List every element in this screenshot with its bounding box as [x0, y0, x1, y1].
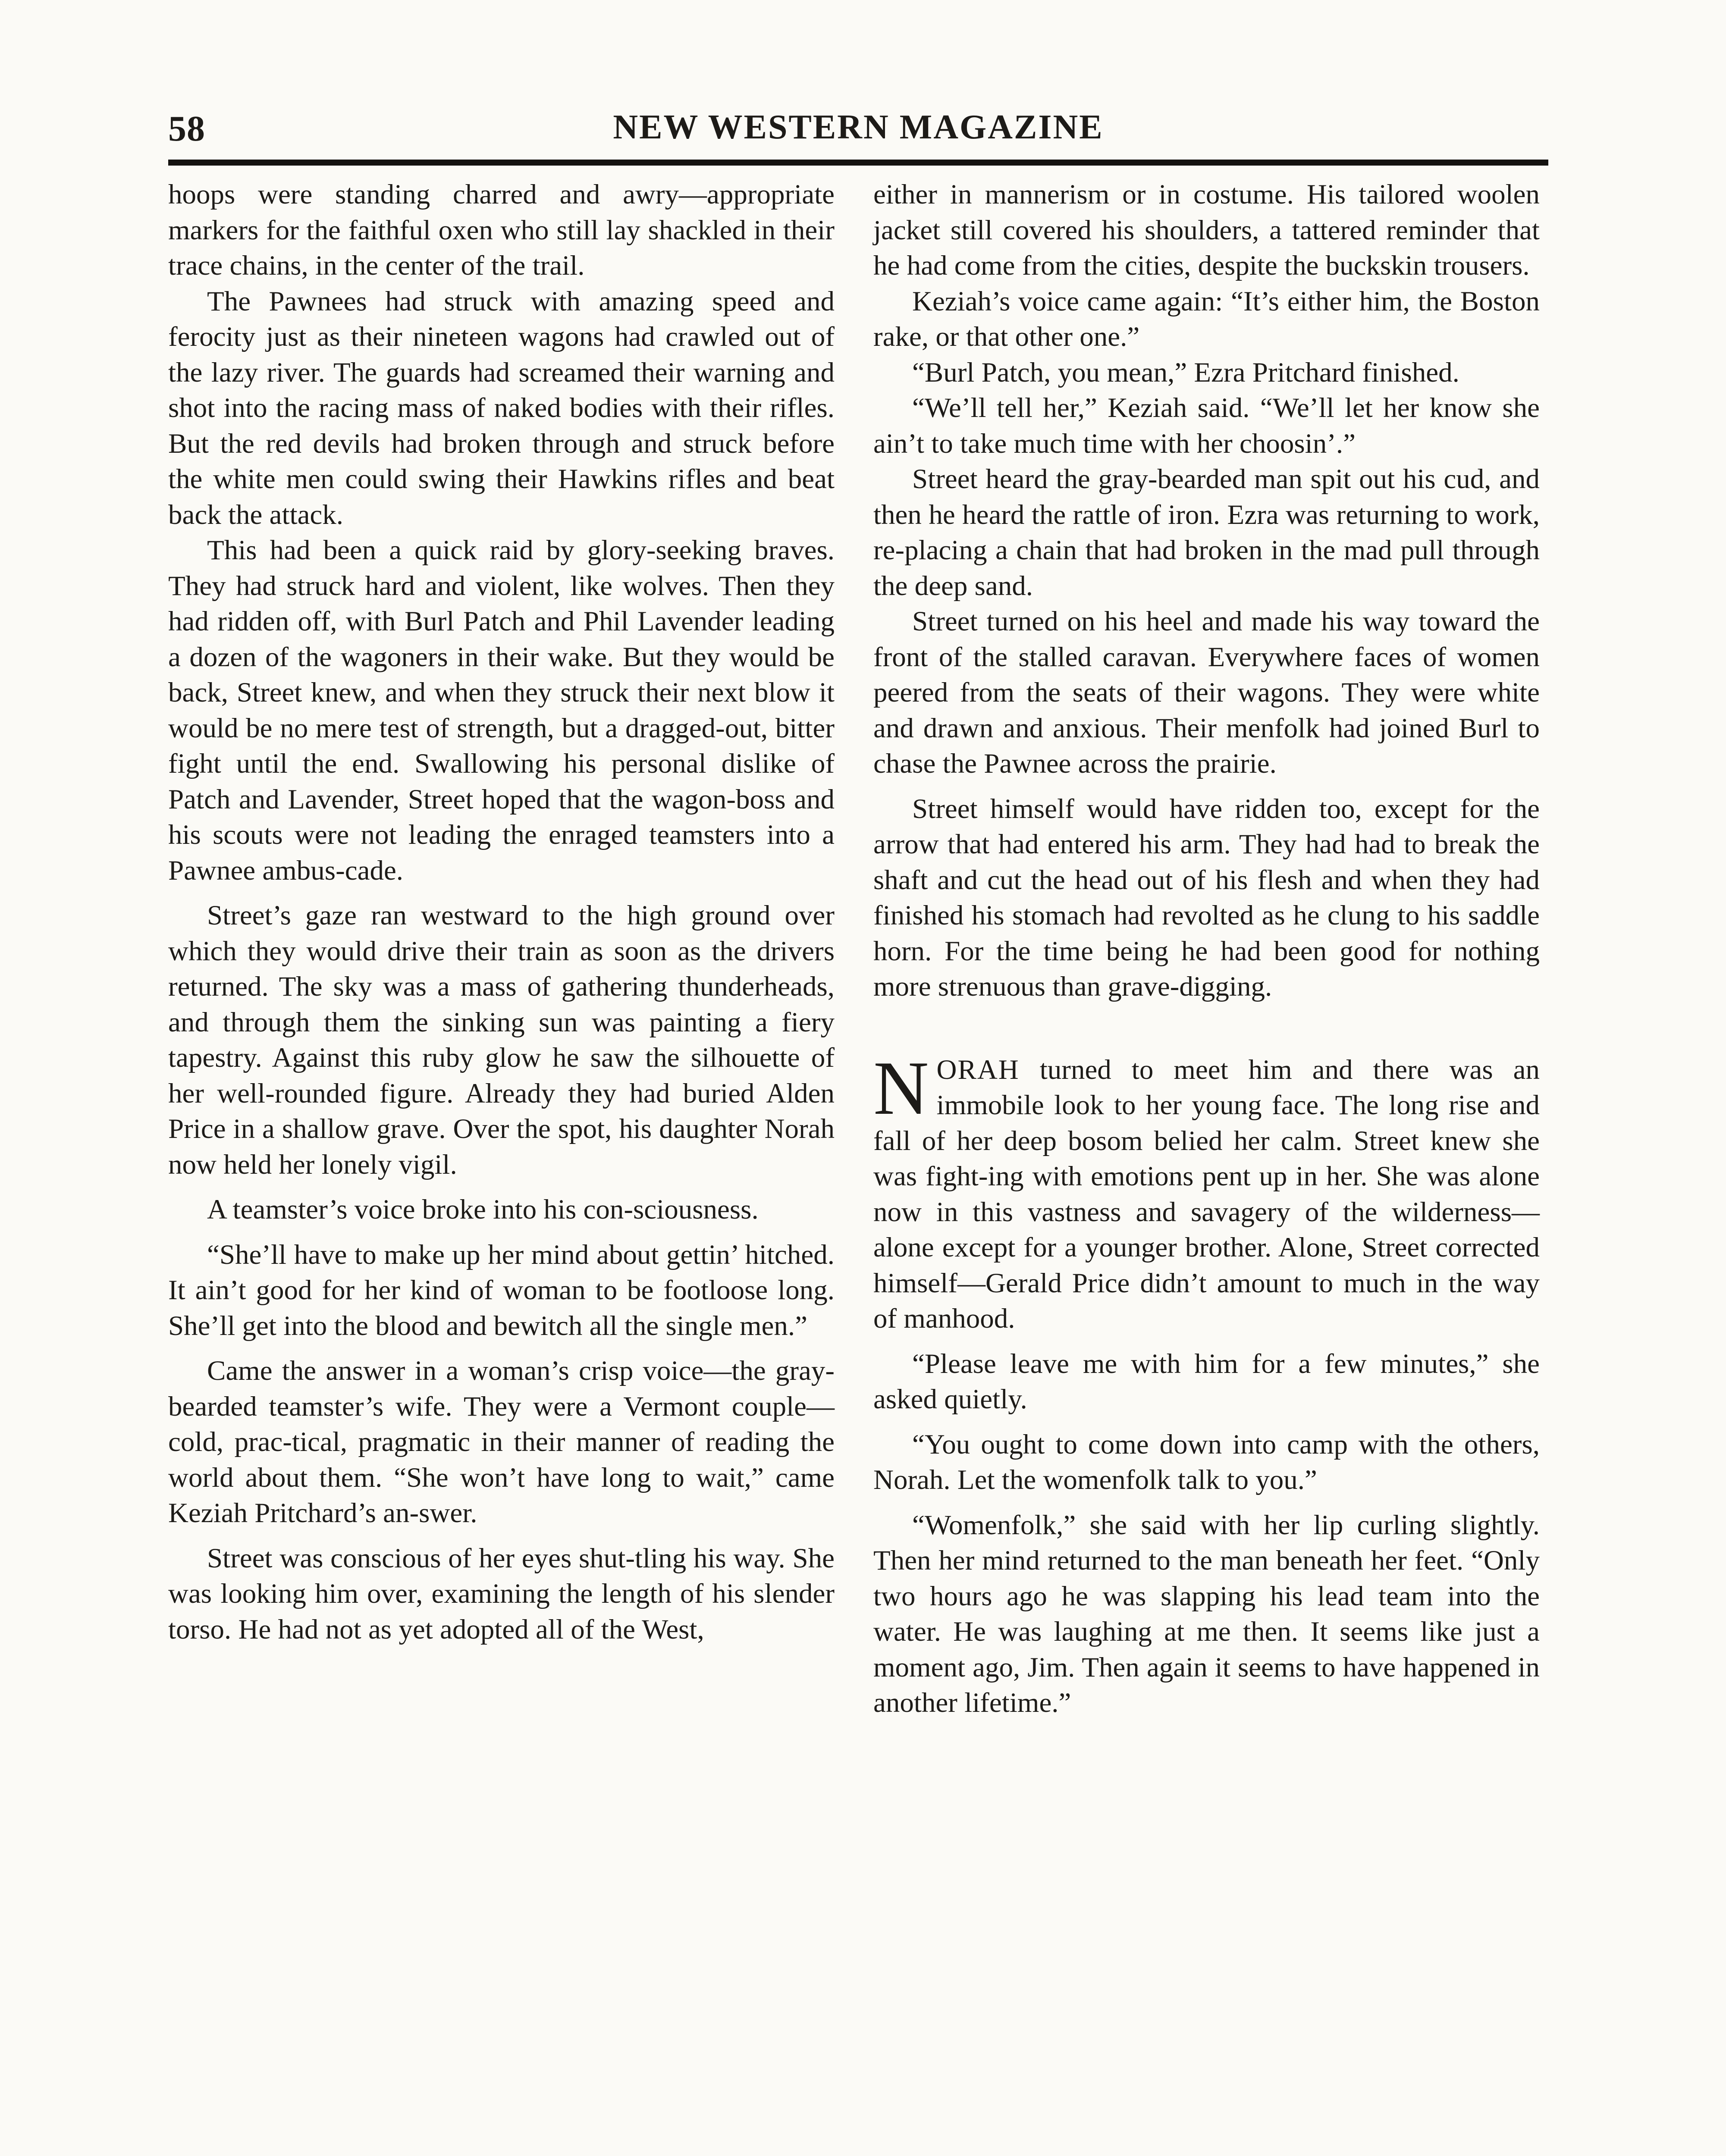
- paragraph: Street was conscious of her eyes shut-tling his way. She was looking him over, examining the length of his slender torso. He had not as yet adopted all of the West,: [168, 1542, 835, 1645]
- paragraph: Street heard the gray-bearded man spit out his cud, and then he heard the rattle of iron. Ezra was returning to work, re-placing a chain that had broken in the mad pull through the deep sand.: [873, 464, 1540, 602]
- paragraph: “Burl Patch, you mean,” Ezra Pritchard finished.: [912, 357, 1459, 388]
- section-break: [873, 1005, 1540, 1052]
- page-header: [168, 108, 1548, 160]
- paragraph: “You ought to come down into camp with the others, Norah. Let the womenfolk talk to you.”: [873, 1429, 1540, 1495]
- left-column: [168, 177, 835, 1647]
- paragraph: “Please leave me with him for a few minutes,” she asked quietly.: [873, 1348, 1540, 1415]
- paragraph: Street himself would have ridden too, except for the arrow that had entered his arm. They had had to break the shaft and cut the head out of his flesh and when they had finished his stomach had revolted as he clung to his saddle horn. For the time being he had been good for nothing more strenuous than grave-digging.: [873, 793, 1540, 1002]
- magazine-title: NEW WESTERN MAGAZINE: [613, 108, 1104, 146]
- opening-text: turned to meet him and there was an immobile look to her young face. The long rise and fall of her deep bosom belied her calm. Street knew she was fight-ing with emotions pent up in her. She was alone now in this vastness and savagery of the wilderness—alone except for a younger brother. Alone, Street corrected himself—Gerald Price didn’t amount to much in the way of manhood.: [873, 1054, 1540, 1334]
- paragraph: A teamster’s voice broke into his con-sciousness.: [207, 1194, 759, 1225]
- paragraph: The Pawnees had struck with amazing speed and ferocity just as their nineteen wagons had crawled out of the lazy river. The guards had screamed their warning and shot into the racing mass of naked bodies with their rifles. But the red devils had broken through and struck before the white men could swing their Hawkins rifles and beat back the attack.: [168, 285, 835, 530]
- paragraph: “Womenfolk,” she said with her lip curling slightly. Then her mind returned to the man beneath her feet. “Only two hours ago he was slapping his lead team into the water. He was laughing at me then. It seems like just a moment ago, Jim. Then again it seems to have happened in another lifetime.”: [873, 1509, 1540, 1718]
- drop-cap: N: [873, 1045, 929, 1131]
- paragraph: “We’ll tell her,” Keziah said. “We’ll let her know she ain’t to take much time with her choosin’.”: [873, 392, 1540, 459]
- paragraph: This had been a quick raid by glory-seeking braves. They had struck hard and violent, like wolves. Then they had ridden off, with Burl Patch and Phil Lavender leading a dozen of the wagoners in their wake. But they would be back, Street knew, and when they struck their next blow it would be no mere test of strength, but a dragged-out, bitter fight until the end. Swallowing his personal dislike of Patch and Lavender, Street hoped that the wagon-boss and his scouts were not leading the enraged teamsters into a Pawnee ambus-cade.: [168, 535, 835, 886]
- right-column: [873, 177, 1540, 1721]
- page-number: 58: [168, 109, 205, 149]
- section-opening-paragraph: [873, 1045, 1540, 1337]
- paragraph: “She’ll have to make up her mind about gettin’ hitched. It ain’t good for her kind of woman to be footloose long. She’ll get into the blood and bewitch all the single men.”: [168, 1239, 835, 1341]
- paragraph: Keziah’s voice came again: “It’s either him, the Boston rake, or that other one.”: [873, 285, 1540, 352]
- header-rule: [168, 160, 1548, 166]
- paragraph: either in mannerism or in costume. His tailored woolen jacket still covered his shoulders, a tattered reminder that he had come from the cities, despite the buckskin trousers.: [873, 179, 1540, 281]
- opening-word: ORAH: [936, 1054, 1020, 1085]
- paragraph: Came the answer in a woman’s crisp voice—the gray-bearded teamster’s wife. They were a Vermont couple—cold, prac-tical, pragmatic in their manner of reading the world about them. “She won’t have long to wait,” came Keziah Pritchard’s an-swer.: [168, 1355, 835, 1529]
- paragraph: hoops were standing charred and awry—appropriate markers for the faithful oxen who still lay shackled in their trace chains, in the center of the trail.: [168, 179, 835, 281]
- paragraph: Street turned on his heel and made his way toward the front of the stalled caravan. Everywhere faces of women peered from the seats of their wagons. They were white and drawn and anxious. Their menfolk had joined Burl to chase the Pawnee across the prairie.: [873, 606, 1540, 779]
- paragraph: Street’s gaze ran westward to the high ground over which they would drive their train as soon as the drivers returned. The sky was a mass of gathering thunderheads, and through them the sinking sun was painting a fiery tapestry. Against this ruby glow he saw the silhouette of her well-rounded figure. Already they had buried Alden Price in a shallow grave. Over the spot, his daughter Norah now held her lonely vigil.: [168, 900, 835, 1180]
